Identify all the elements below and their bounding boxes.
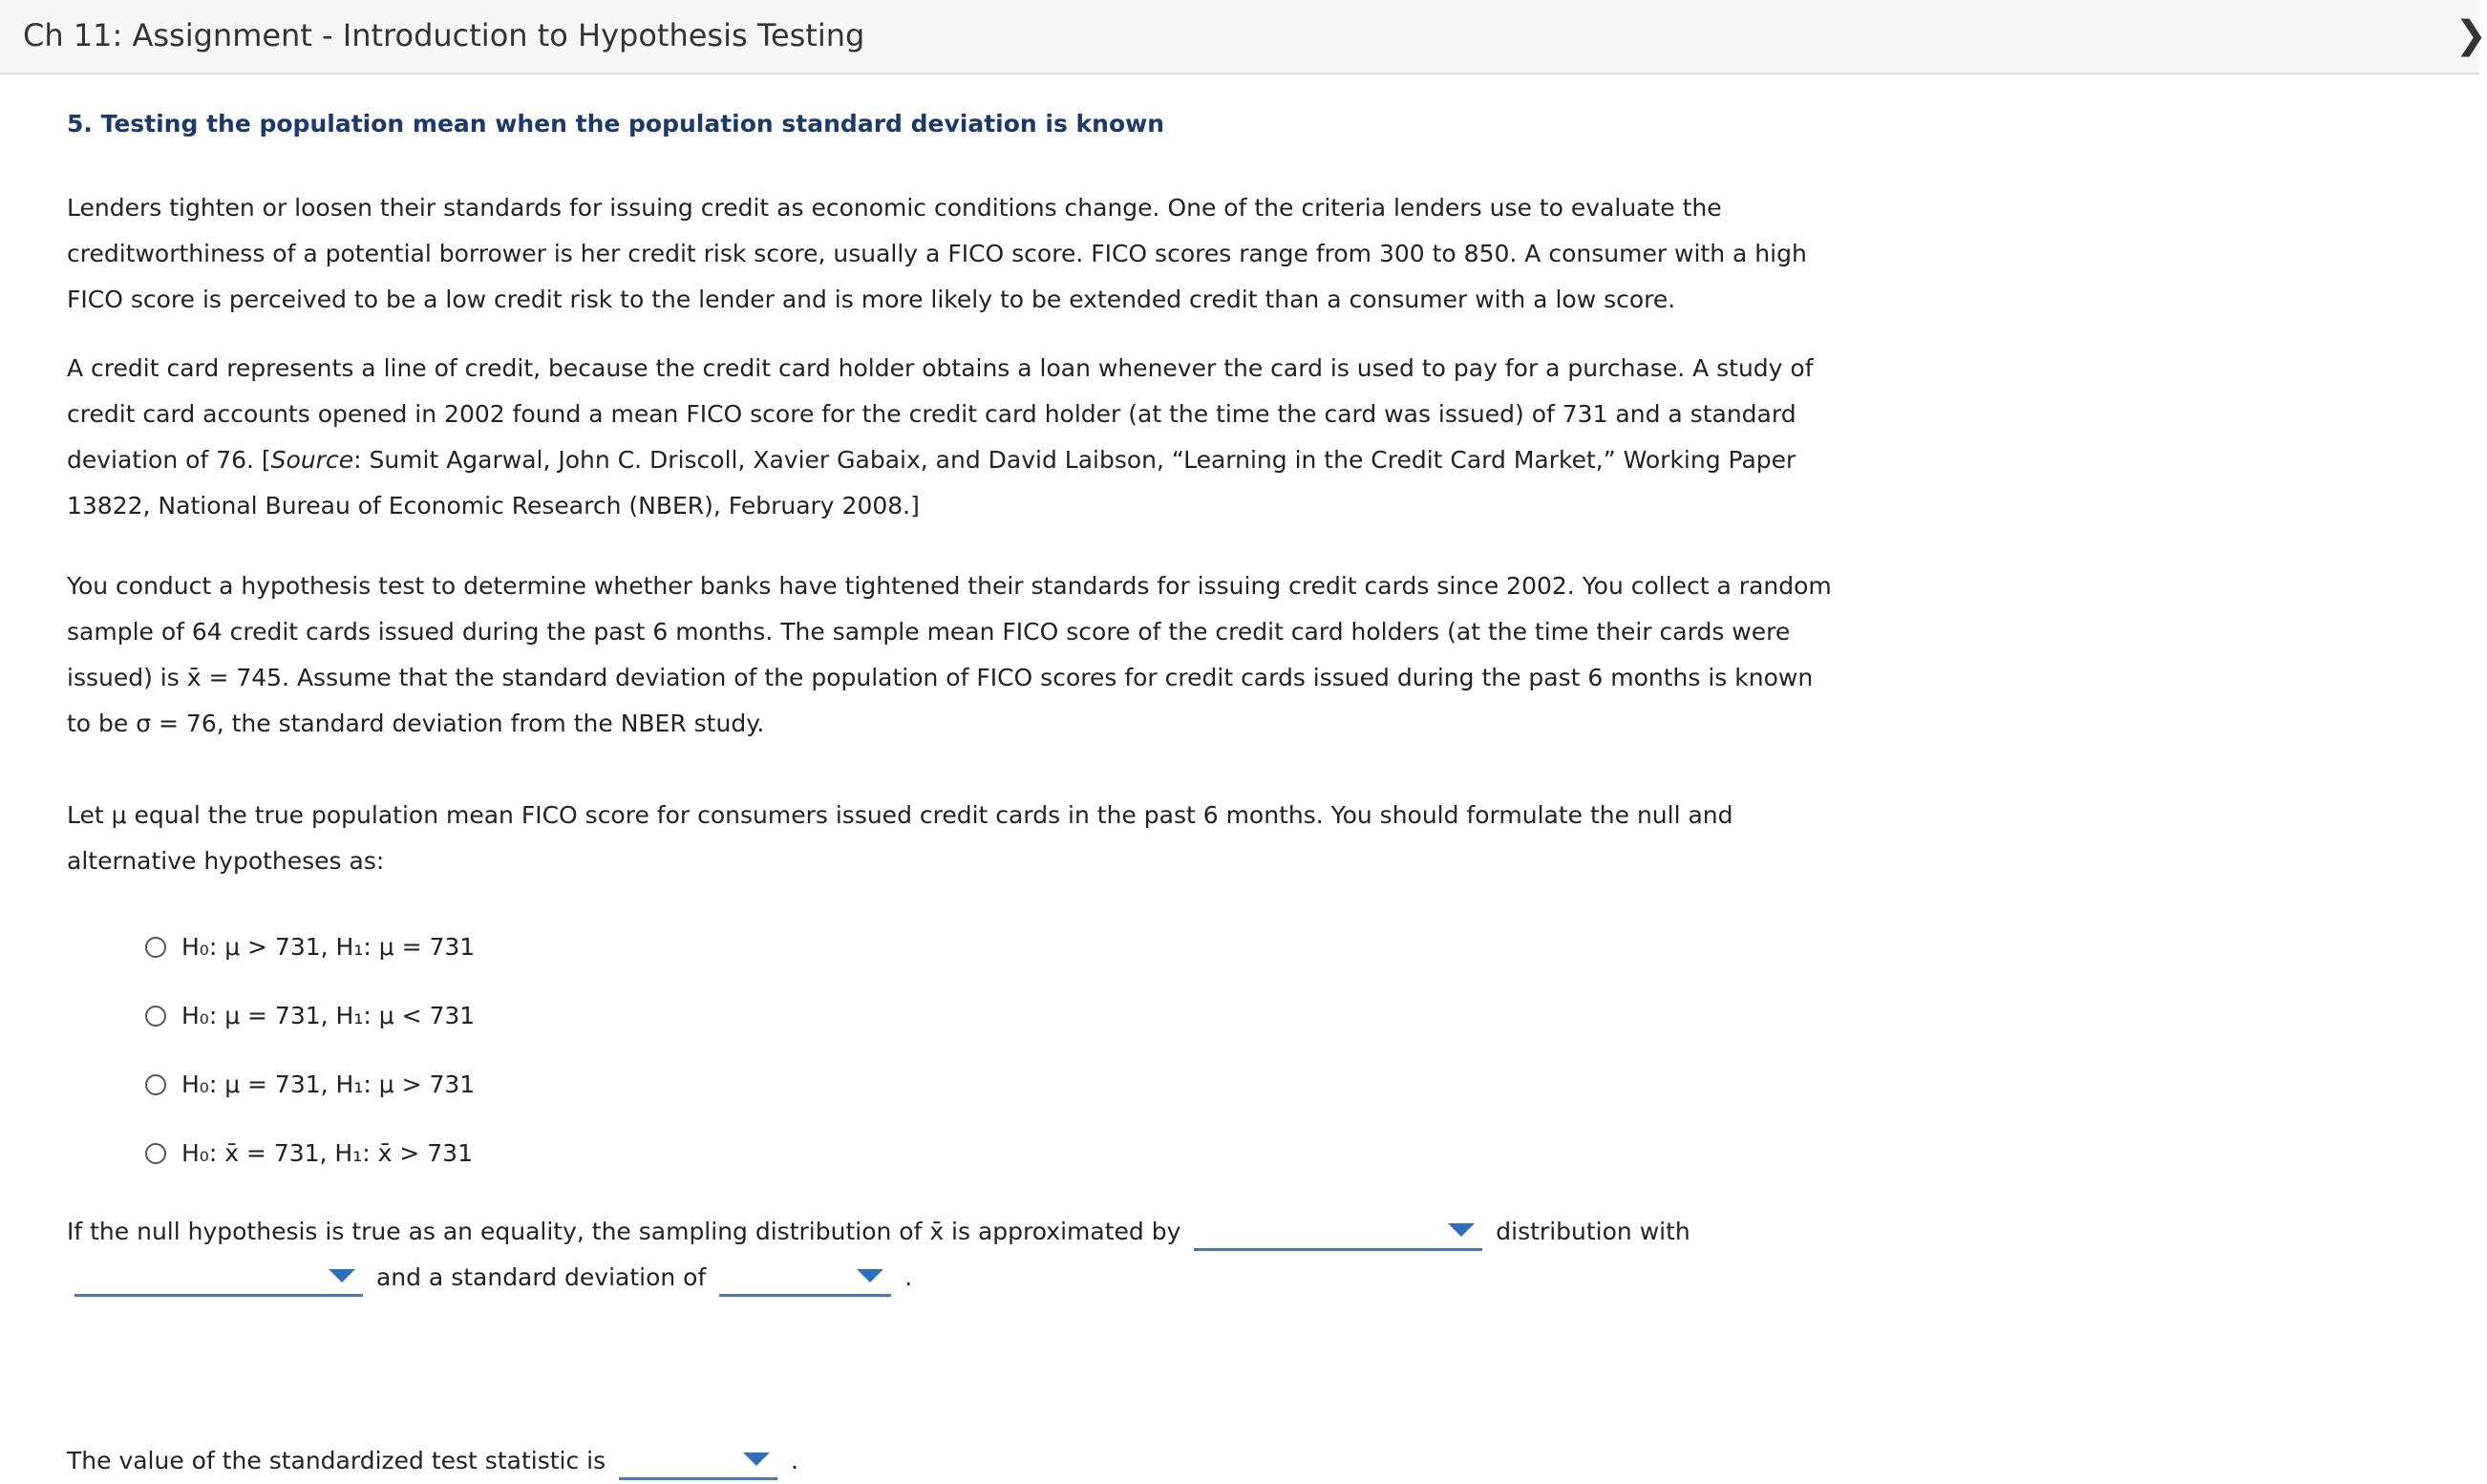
paragraph-credit-card <box>67 346 1843 529</box>
std-dev-dropdown[interactable] <box>719 1260 891 1297</box>
dropdown-arrow-icon <box>1448 1223 1475 1237</box>
paragraph-intro: Lenders tighten or loosen their standards for issuing credit as economic conditions change. One of the criteria lenders use to evaluate the creditworthiness of a potential borrower is her credit risk score, usually a FICO score. FICO scores range from 300 to 850. A consumer with a high FICO score is perceived to be a low credit risk to the lender and is more likely to be extended credit than a consumer with a low score. <box>67 194 1807 313</box>
hypothesis-option[interactable] <box>143 1050 475 1119</box>
q2-text-b: distribution with <box>1496 1218 1690 1245</box>
q3-text: The value of the standardized test statistic is <box>67 1447 606 1474</box>
dropdown-arrow-icon <box>743 1452 770 1466</box>
option-label: H₀: μ = 731, H₁: μ < 731 <box>181 1002 476 1029</box>
paragraph-credit-card-text-a: A credit card represents a line of credit, because the credit card holder obtains a loan whenever the card is used to pay for a purchase. A study of credit card accounts opened in 2002 found a mean FICO score for the credit card holder (at the time the card was issued) of 731 and a standard deviation of 76. [ <box>67 354 1814 474</box>
hypothesis-option[interactable] <box>143 982 475 1050</box>
radio-button[interactable] <box>145 937 166 958</box>
paragraph-credit-card-text-b: : Sumit Agarwal, John C. Driscoll, Xavier Gabaix, and David Laibson, “Learning in the Credit Card Market,” Working Paper 13822, National Bureau of Economic Research (NBER), February 2008.] <box>67 446 1796 519</box>
hypothesis-options <box>143 913 475 1188</box>
q2-period: . <box>904 1263 913 1291</box>
sampling-distribution-question <box>67 1209 1843 1301</box>
test-statistic-dropdown[interactable] <box>619 1443 777 1480</box>
assignment-title: Ch 11: Assignment - Introduction to Hypothesis Testing <box>23 17 865 53</box>
q2-text-c: and a standard deviation of <box>375 1263 707 1291</box>
mean-dropdown[interactable] <box>74 1260 363 1297</box>
question-content <box>67 105 1843 1474</box>
chevron-right-icon[interactable]: ❯ <box>2455 13 2487 57</box>
radio-button[interactable] <box>145 1074 166 1095</box>
radio-button[interactable] <box>145 1143 166 1164</box>
q2-text-a: If the null hypothesis is true as an equality, the sampling distribution of x̄ is approximated by <box>67 1218 1181 1245</box>
paragraph-sample: You conduct a hypothesis test to determine whether banks have tightened their standards for issuing credit cards since 2002. You collect a random sample of 64 credit cards issued during the past 6 months. The sample mean FICO score of the credit card holders (at the time their cards were issued) is x̄ = 745. Assume that the standard deviation of the population of FICO scores for credit cards issued during the past 6 months is known to be σ = 76, the standard deviation from the NBER study. <box>67 572 1832 737</box>
question-title: 5. Testing the population mean when the population standard deviation is known <box>67 110 1165 138</box>
hypothesis-option[interactable] <box>143 913 475 982</box>
radio-button[interactable] <box>145 1006 166 1027</box>
distribution-type-dropdown[interactable] <box>1194 1214 1482 1251</box>
q3-period: . <box>791 1447 798 1474</box>
source-label: Source <box>270 446 354 474</box>
option-label: H₀: μ = 731, H₁: μ > 731 <box>181 1071 476 1098</box>
test-statistic-question <box>67 1438 798 1484</box>
hypothesis-option[interactable] <box>143 1119 475 1188</box>
paragraph-hypotheses-prompt: Let μ equal the true population mean FICO score for consumers issued credit cards in the past 6 months. You should formulate the null and alternative hypotheses as: <box>67 801 1733 875</box>
option-label: H₀: μ > 731, H₁: μ = 731 <box>181 933 476 961</box>
option-label: H₀: x̄ = 731, H₁: x̄ > 731 <box>181 1139 473 1167</box>
dropdown-arrow-icon <box>329 1269 355 1283</box>
dropdown-arrow-icon <box>857 1269 883 1283</box>
header-bar <box>0 0 2487 74</box>
